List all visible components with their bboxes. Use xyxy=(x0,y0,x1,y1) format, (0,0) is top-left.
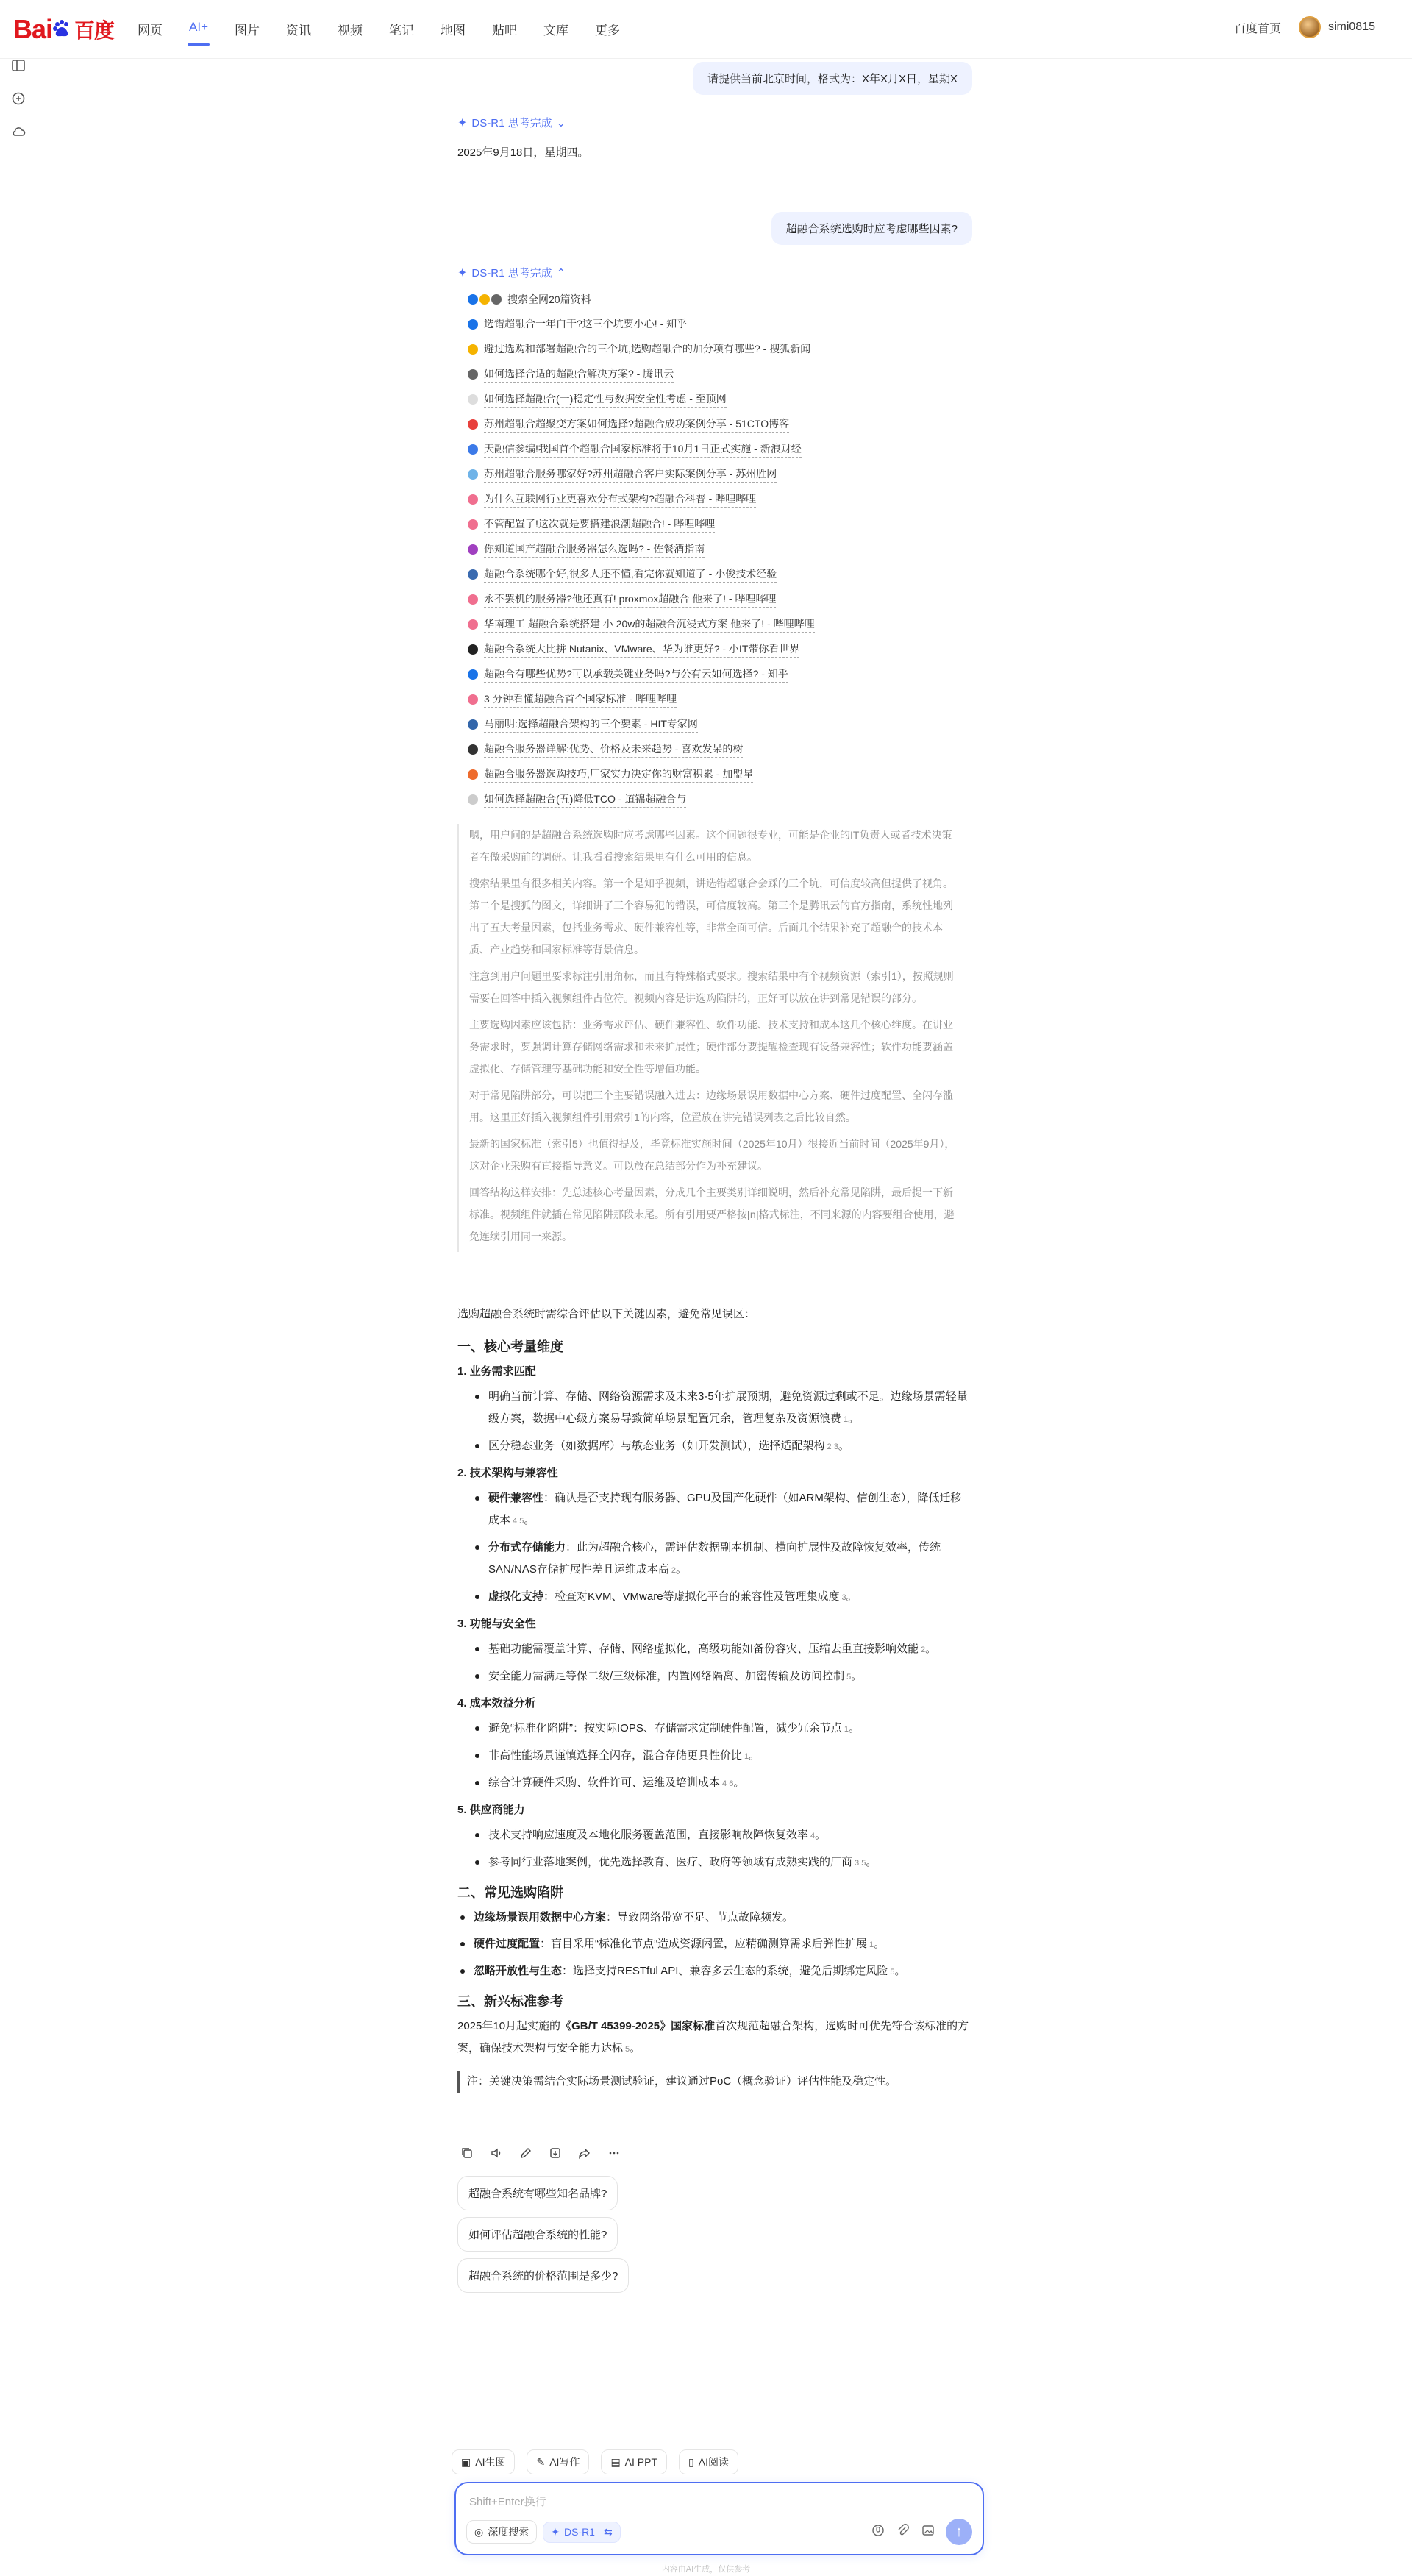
bullet-list xyxy=(457,1824,972,1874)
nav-tabs xyxy=(136,20,621,38)
source-favicon-icon xyxy=(468,394,478,405)
subsection-heading: 1. 业务需求匹配 xyxy=(457,1365,536,1378)
citation-marker[interactable]: 5 xyxy=(890,1968,895,1977)
search-sources xyxy=(468,287,968,812)
bullet-list xyxy=(457,1386,972,1458)
arrow-up-icon: ↑ xyxy=(955,2523,963,2540)
source-link[interactable] xyxy=(468,712,968,737)
source-favicon-icon xyxy=(468,619,478,630)
suggested-question[interactable]: 如何评估超融合系统的性能? xyxy=(457,2217,618,2252)
source-title: 超融合系统大比拼 Nutanix、VMware、华为谁更好? - 小IT带你看世界 xyxy=(484,641,799,658)
source-link[interactable] xyxy=(468,487,968,512)
source-title: 你知道国产超融合服务器怎么选吗? - 佐餐酒指南 xyxy=(484,541,705,558)
source-link[interactable] xyxy=(468,787,968,812)
list-item: 虚拟化支持：检查对KVM、VMware等虚拟化平台的兼容性及管理集成度 3。 xyxy=(488,1586,972,1609)
citation-marker[interactable]: 4 5 xyxy=(513,1517,524,1526)
list-item: 明确当前计算、存储、网络资源需求及未来3-5年扩展预期，避免资源过剩或不足。边缘场景需轻量级方案，数据中心级方案易导致简单场景配置冗余，管理复杂及资源浪费 1。 xyxy=(488,1386,972,1431)
source-link[interactable] xyxy=(468,562,968,587)
citation-marker[interactable]: 1 xyxy=(844,1415,849,1424)
ai-tool-chips xyxy=(452,2449,738,2474)
source-title: 避过选购和部署超融合的三个坑,选购超融合的加分项有哪些? - 搜狐新闻 xyxy=(484,341,810,357)
username: simi0815 xyxy=(1327,21,1375,34)
reasoning-paragraph: 注意到用户问题里要求标注引用角标，而且有特殊格式要求。搜索结果中有个视频资源（索引1），按照规则需要在回答中插入视频组件占位符。视频内容是讲选购陷阱的，正好可以放在讲到常见错误的部分。 xyxy=(469,970,954,1004)
chip-ai-ppt[interactable]: ▤ AI PPT xyxy=(601,2449,667,2474)
citation-marker[interactable]: 4 xyxy=(810,1832,816,1840)
source-title: 苏州超融合超聚变方案如何选择?超融合成功案例分享 - 51CTO博客 xyxy=(484,416,789,433)
section-heading: 三、新兴标准参考 xyxy=(457,1994,563,2009)
think-toggle[interactable] xyxy=(457,265,566,280)
section-heading: 二、常见选购陷阱 xyxy=(457,1885,563,1900)
citation-marker[interactable]: 3 5 xyxy=(855,1859,866,1868)
subsection-heading: 5. 供应商能力 xyxy=(457,1804,525,1816)
source-favicon-icon xyxy=(468,769,478,780)
top-navigation xyxy=(0,0,1412,59)
book-icon: ▯ xyxy=(688,2455,694,2468)
citation-marker[interactable]: 2 xyxy=(921,1645,926,1654)
list-item: 安全能力需满足等保二级/三级标准，内置网络隔离、加密传输及访问控制 5。 xyxy=(488,1665,972,1688)
user-menu[interactable] xyxy=(1299,16,1375,38)
logo-text: Bai xyxy=(13,13,53,44)
chip-ai-read[interactable]: ▯ AI阅读 xyxy=(679,2449,738,2474)
tab-7[interactable]: 贴吧 xyxy=(492,24,518,38)
source-title: 如何选择合适的超融合解决方案? - 腾讯云 xyxy=(484,366,674,383)
source-title: 超融合服务器详解:优势、价格及未来趋势 - 喜欢发呆的树 xyxy=(484,741,743,758)
list-item: 避免“标准化陷阱”：按实际IOPS、存储需求定制硬件配置，减少冗余节点 1。 xyxy=(488,1718,972,1740)
source-favicon-icon xyxy=(468,344,478,355)
list-item: 基础功能需覆盖计算、存储、网络虚拟化，高级功能如备份容灾、压缩去重直接影响效能 2。 xyxy=(488,1638,972,1661)
assistant-answer: 2025年9月18日，星期四。 xyxy=(457,146,589,159)
chat-input-box[interactable] xyxy=(454,2482,984,2555)
source-link[interactable] xyxy=(468,362,968,387)
source-favicon-icon xyxy=(468,519,478,530)
sparkle-icon: ✦ xyxy=(457,116,468,129)
source-title: 超融合有哪些优势?可以承载关键业务吗?与公有云如何选择? - 知乎 xyxy=(484,666,788,683)
avatar xyxy=(1299,16,1321,38)
user-message: 超融合系统选购时应考虑哪些因素? xyxy=(771,212,972,245)
list-item: 技术支持响应速度及本地化服务覆盖范围，直接影响故障恢复效率 4。 xyxy=(488,1824,972,1847)
list-item: 忽略开放性与生态：选择支持RESTful API、兼容多云生态的系统，避免后期绑定风险 5。 xyxy=(474,1960,972,1983)
source-favicon-icon xyxy=(491,294,502,305)
section-heading: 一、核心考量维度 xyxy=(457,1339,563,1354)
source-link[interactable] xyxy=(468,662,968,687)
source-favicon-icon xyxy=(468,319,478,330)
source-favicon-icon xyxy=(468,444,478,455)
source-link[interactable] xyxy=(468,387,968,412)
source-link[interactable] xyxy=(468,612,968,637)
pen-icon: ✎ xyxy=(536,2455,546,2468)
source-link[interactable] xyxy=(468,412,968,437)
source-link[interactable] xyxy=(468,737,968,762)
tab-4[interactable]: 视频 xyxy=(338,24,363,38)
sparkle-icon: ✦ xyxy=(457,266,468,280)
source-title: 选错超融合一年白干?这三个坑要小心! - 知乎 xyxy=(484,316,687,332)
chat-input[interactable]: Shift+Enter换行 xyxy=(469,2496,546,2508)
list-item: 分布式存储能力：此为超融合核心，需评估数据副本机制、横向扩展性及故障恢复效率，传统SAN/NAS存储扩展性差且运维成本高 2。 xyxy=(488,1537,972,1581)
bullet-list xyxy=(457,1487,972,1609)
subsection-heading: 4. 成本效益分析 xyxy=(457,1697,536,1709)
source-link[interactable] xyxy=(468,587,968,612)
source-favicon-icon xyxy=(468,719,478,730)
source-title: 马丽明:选择超融合架构的三个要素 - HIT专家网 xyxy=(484,716,698,733)
source-title: 如何选择超融合(五)降低TCO - 道锦超融合与 xyxy=(484,791,686,808)
source-title: 不管配置了!这次就是要搭建浪潮超融合! - 哔哩哔哩 xyxy=(484,516,715,533)
standard-paragraph: 2025年10月起实施的《GB/T 45399-2025》国家标准首次规范超融合架构，选购时可优先符合该标准的方案，确保技术架构与安全能力达标 5。 xyxy=(457,2020,969,2054)
source-title: 超融合系统哪个好,很多人还不懂,看完你就知道了 - 小俊技术经验 xyxy=(484,566,777,583)
answer-actions xyxy=(460,2146,621,2163)
paw-icon xyxy=(52,14,71,45)
source-link[interactable] xyxy=(468,337,968,362)
edit-icon[interactable] xyxy=(519,2146,532,2163)
reasoning-paragraph: 嗯，用户问的是超融合系统选购时应考虑哪些因素。这个问题很专业，可能是企业的IT负责人或者技术决策者在做采购前的调研。让我看看搜索结果里有什么可用的信息。 xyxy=(469,829,952,863)
source-title: 永不罢机的服务器?他还真有! proxmox超融合 他来了! - 哔哩哔哩 xyxy=(484,591,776,608)
share-icon[interactable] xyxy=(578,2146,591,2163)
image-upload-icon[interactable] xyxy=(921,2523,935,2541)
subsection-heading: 3. 功能与安全性 xyxy=(457,1618,536,1630)
citation-marker[interactable]: 2 xyxy=(671,1566,676,1575)
source-title: 苏州超融合服务哪家好?苏州超融合客户实际案例分享 - 苏州胜网 xyxy=(484,466,777,483)
citation-marker[interactable]: 1 xyxy=(869,1940,874,1949)
model-icon: ✦ xyxy=(551,2525,560,2538)
voice-icon[interactable] xyxy=(871,2523,885,2541)
note: 注：关键决策需结合实际场景测试验证，建议通过PoC（概念验证）评估性能及稳定性。 xyxy=(457,2071,972,2093)
citation-marker[interactable]: 5 xyxy=(625,2045,630,2054)
globe-icon: ◎ xyxy=(474,2525,484,2538)
source-link[interactable] xyxy=(468,537,968,562)
source-title: 超融合服务器选购技巧,厂家实力决定你的财富积累 - 加盟星 xyxy=(484,766,753,783)
source-link[interactable] xyxy=(468,512,968,537)
tab-1[interactable]: AI+ xyxy=(188,20,210,38)
deep-search-toggle[interactable]: ◎ 深度搜索 xyxy=(466,2520,537,2544)
source-link[interactable] xyxy=(468,687,968,712)
list-item: 硬件兼容性：确认是否支持现有服务器、GPU及国产化硬件（如ARM架构、信创生态），降低迁移成本 4 5。 xyxy=(488,1487,972,1532)
assistant-answer xyxy=(457,1303,972,2093)
swap-icon: ⇆ xyxy=(603,2525,613,2538)
source-title: 如何选择超融合(一)稳定性与数据安全性考虑 - 至顶网 xyxy=(484,391,727,408)
sidebar-toggle-icon[interactable] xyxy=(10,57,26,77)
tab-0[interactable]: 网页 xyxy=(138,24,163,38)
bullet-list xyxy=(457,1638,972,1688)
reasoning-paragraph: 回答结构这样安排：先总述核心考量因素，分成几个主要类别详细说明，然后补充常见陷阱，最后提一下新标准。视频组件就插在常见陷阱那段末尾。所有引用要严格按[n]格式标注，不同来源的内容要组合使用，避免连续引用同一来源。 xyxy=(469,1186,955,1242)
think-label: DS-R1 思考完成 xyxy=(471,117,552,129)
send-button[interactable] xyxy=(946,2519,972,2545)
list-item: 硬件过度配置：盲目采用“标准化节点”造成资源闲置，应精确测算需求后弹性扩展 1。 xyxy=(474,1933,972,1956)
left-toolbar xyxy=(10,57,26,143)
source-favicon-icon xyxy=(468,369,478,380)
source-title: 华南理工 超融合系统搭建 小 20w的超融合沉浸式方案 他来了! - 哔哩哔哩 xyxy=(484,616,815,633)
chip-ai-image[interactable]: ▣ AI生图 xyxy=(452,2449,515,2474)
chevron-up-icon: ⌃ xyxy=(556,266,566,280)
export-icon[interactable] xyxy=(549,2146,562,2163)
new-chat-icon[interactable] xyxy=(10,90,26,110)
source-favicon-icon xyxy=(468,594,478,605)
search-summary[interactable] xyxy=(468,287,968,312)
speaker-icon[interactable] xyxy=(490,2146,503,2163)
reasoning-paragraph: 最新的国家标准（索引5）也值得提及，毕竟标准实施时间（2025年10月）很接近当前时间（2025年9月），这对企业采购有直接指导意义。可以放在总结部分作为补充建议。 xyxy=(469,1138,955,1172)
model-selector[interactable]: ✦ DS-R1 ⇆ xyxy=(543,2522,620,2543)
attach-icon[interactable] xyxy=(896,2523,910,2541)
search-summary-label: 搜索全网20篇资料 xyxy=(507,293,591,305)
more-icon[interactable] xyxy=(607,2146,621,2163)
source-link[interactable] xyxy=(468,762,968,787)
cloud-icon[interactable] xyxy=(10,124,26,143)
think-toggle[interactable] xyxy=(457,115,566,130)
citation-marker[interactable]: 4 6 xyxy=(722,1779,734,1788)
tab-6[interactable]: 地图 xyxy=(441,24,466,38)
suggested-question[interactable]: 超融合系统有哪些知名品牌? xyxy=(457,2176,618,2210)
bullet-list xyxy=(457,1718,972,1795)
source-link[interactable] xyxy=(468,637,968,662)
source-favicon-icon xyxy=(468,569,478,580)
suggested-question[interactable]: 超融合系统的价格范围是多少? xyxy=(457,2258,629,2293)
source-favicon-icon xyxy=(468,744,478,755)
disclaimer: 内容由AI生成，仅供参考 xyxy=(661,2565,751,2574)
list-item: 非高性能场景谨慎选择全闪存，混合存储更具性价比 1。 xyxy=(488,1745,972,1768)
citation-marker[interactable]: 1 xyxy=(844,1725,849,1734)
source-title: 为什么互联网行业更喜欢分布式架构?超融合科普 - 哔哩哔哩 xyxy=(484,491,756,508)
source-favicon-icon xyxy=(468,669,478,680)
source-link[interactable] xyxy=(468,462,968,487)
source-favicon-icon xyxy=(468,419,478,430)
list-item: 边缘场景误用数据中心方案：导致网络带宽不足、节点故障频发。 xyxy=(474,1907,972,1929)
tab-8[interactable]: 文库 xyxy=(543,24,569,38)
baidu-home-link[interactable]: 百度首页 xyxy=(1233,22,1281,35)
tab-2[interactable]: 图片 xyxy=(235,24,260,38)
tab-5[interactable]: 笔记 xyxy=(389,24,415,38)
citation-marker[interactable]: 3 xyxy=(841,1593,846,1602)
citation-marker[interactable]: 1 xyxy=(744,1752,749,1761)
source-favicon-icon xyxy=(468,494,478,505)
source-link[interactable] xyxy=(468,312,968,337)
reasoning-text xyxy=(457,824,958,1252)
source-favicon-icon xyxy=(468,544,478,555)
source-favicon-icon xyxy=(468,644,478,655)
think-label: DS-R1 思考完成 xyxy=(471,267,552,280)
source-favicon-icon xyxy=(479,294,490,305)
source-favicon-icon xyxy=(468,794,478,805)
chip-ai-writing[interactable]: ✎ AI写作 xyxy=(527,2449,589,2474)
source-favicon-icon xyxy=(468,294,478,305)
logo-cn-text: 百度 xyxy=(74,18,115,42)
user-message: 请提供当前北京时间，格式为：X年X月X日，星期X xyxy=(693,62,972,95)
reasoning-paragraph: 对于常见陷阱部分，可以把三个主要错误融入进去：边缘场景误用数据中心方案、硬件过度配置、全闪存滥用。这里正好插入视频组件引用索引1的内容，位置放在讲完错误列表之后比较自然。 xyxy=(469,1089,953,1123)
tab-9[interactable]: 更多 xyxy=(595,24,621,38)
reasoning-paragraph: 搜索结果里有很多相关内容。第一个是知乎视频，讲选错超融合会踩的三个坑，可信度较高但提供了视角。第二个是搜狐的图文，详细讲了三个容易犯的错误，可信度较高。第三个是腾讯云的官方指南，系统性地列出了五大考量因素，包括业务需求、硬件兼容性等，非常全面可信。后面几个结果补充了超融合的技术本质、产业趋势和国家标准等背景信息。 xyxy=(469,878,953,956)
baidu-logo[interactable] xyxy=(13,14,114,45)
tab-3[interactable]: 资讯 xyxy=(286,24,312,38)
list-item: 区分稳态业务（如数据库）与敏态业务（如开发测试），选择适配架构 2 3。 xyxy=(488,1435,972,1458)
copy-icon[interactable] xyxy=(460,2146,474,2163)
chevron-down-icon: ⌄ xyxy=(556,116,566,129)
list-item: 参考同行业落地案例，优先选择教育、医疗、政府等领域有成熟实践的厂商 3 5。 xyxy=(488,1851,972,1874)
reasoning-paragraph: 主要选购因素应该包括：业务需求评估、硬件兼容性、软件功能、技术支持和成本这几个核心维度。在讲业务需求时，要强调计算存储网络需求和未来扩展性；硬件部分要提醒检查现有设备兼容性；软件功能要涵盖虚拟化、存储管理等基础功能和安全性等增值功能。 xyxy=(469,1019,953,1075)
source-favicon-icon xyxy=(468,469,478,480)
source-favicon-icon xyxy=(468,694,478,705)
source-title: 3 分钟看懂超融合首个国家标准 - 哔哩哔哩 xyxy=(484,691,677,708)
image-icon: ▣ xyxy=(461,2455,471,2468)
slides-icon: ▤ xyxy=(610,2455,621,2468)
citation-marker[interactable]: 2 3 xyxy=(827,1442,838,1451)
source-link[interactable] xyxy=(468,437,968,462)
citation-marker[interactable]: 5 xyxy=(846,1673,852,1682)
subsection-heading: 2. 技术架构与兼容性 xyxy=(457,1467,558,1479)
list-item: 综合计算硬件采购、软件许可、运维及培训成本 4 6。 xyxy=(488,1772,972,1795)
answer-intro: 选购超融合系统时需综合评估以下关键因素，避免常见误区： xyxy=(457,1308,756,1320)
source-title: 天融信参编!我国首个超融合国家标准将于10月1日正式实施 - 新浪财经 xyxy=(484,441,802,458)
